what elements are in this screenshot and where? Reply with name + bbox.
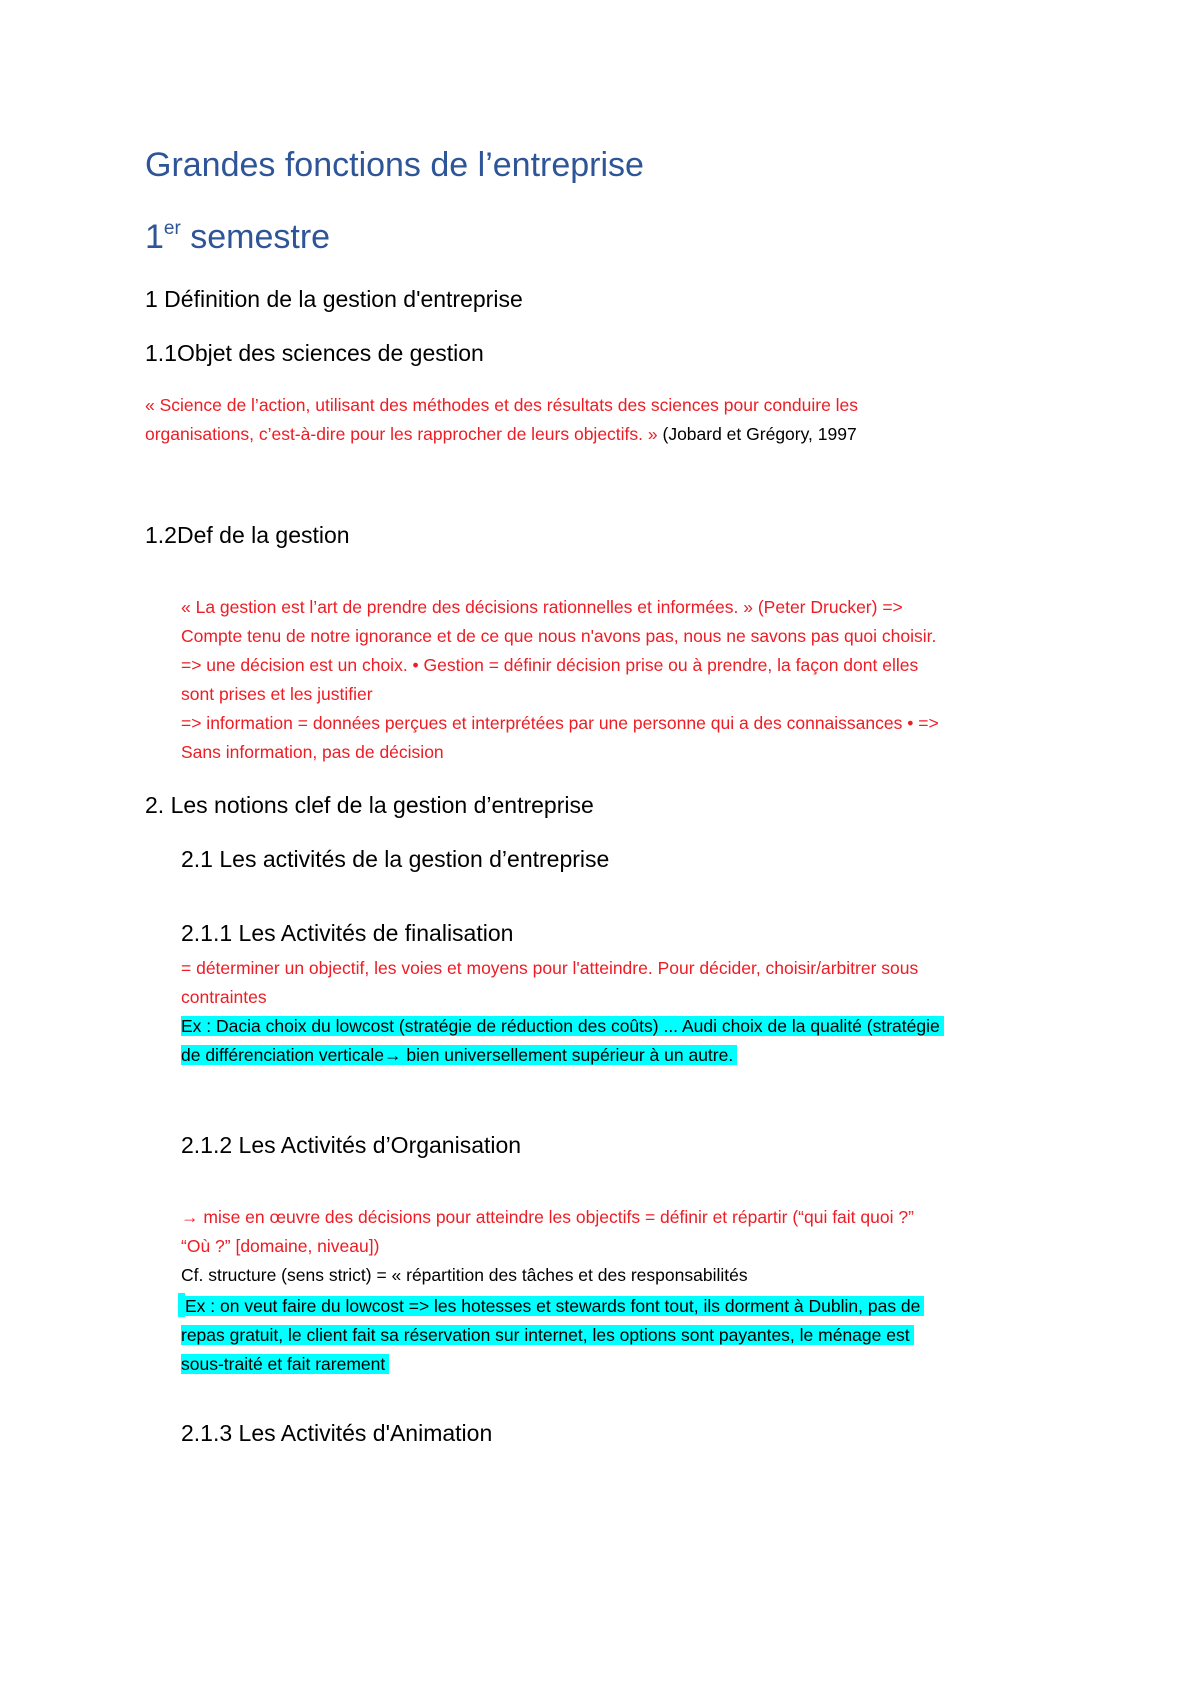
section-1-heading: 1 Définition de la gestion d'entreprise xyxy=(145,286,523,312)
finalisation-example-line: Ex : Dacia choix du lowcost (stratégie de réduction des coûts) ... Audi choix de la qualité (stratégie xyxy=(181,1016,944,1036)
semester-label: semestre xyxy=(180,218,331,256)
gestion-definition xyxy=(181,593,939,767)
organisation-line: → mise en œuvre des décisions pour atteindre les objectifs = définir et répartir (“qui fait quoi ?” xyxy=(181,1207,914,1227)
section-2-1-2-heading: 2.1.2 Les Activités d’Organisation xyxy=(181,1132,522,1158)
organisation-example xyxy=(178,1292,924,1379)
organisation-example-line: Ex : on veut faire du lowcost => les hotesses et stewards font tout, ils dorment à Dublin, pas de xyxy=(185,1296,924,1316)
gestion-line: Sans information, pas de décision xyxy=(181,742,444,762)
quote-line-2 xyxy=(145,420,858,449)
quote-citation: (Jobard et Grégory, 1997 xyxy=(657,424,857,444)
finalisation-text xyxy=(181,954,918,1012)
organisation-example-line: sous-traité et fait rarement xyxy=(181,1354,389,1374)
section-1-1-heading: 1.1Objet des sciences de gestion xyxy=(145,340,484,366)
organisation-line: “Où ?” [domaine, niveau]) xyxy=(181,1236,380,1256)
semester-superscript: er xyxy=(163,218,181,239)
finalisation-line: contraintes xyxy=(181,987,267,1007)
gestion-line: « La gestion est l’art de prendre des décisions rationnelles et informées. » (Peter Drucker) => xyxy=(181,597,903,617)
gestion-line: Compte tenu de notre ignorance et de ce que nous n'avons pas, nous ne savons pas quoi choisir. xyxy=(181,626,937,646)
semester-number: 1 xyxy=(145,218,164,256)
organisation-text xyxy=(181,1203,914,1261)
section-2-1-3-heading: 2.1.3 Les Activités d'Animation xyxy=(181,1420,493,1446)
science-quote xyxy=(145,391,858,449)
quote-line-1: « Science de l’action, utilisant des méthodes et des résultats des sciences pour conduire les xyxy=(145,395,859,415)
section-2-1-1-heading: 2.1.1 Les Activités de finalisation xyxy=(181,920,514,946)
section-1-2-heading: 1.2Def de la gestion xyxy=(145,522,350,548)
gestion-line: sont prises et les justifier xyxy=(181,684,373,704)
highlight-marker xyxy=(178,1293,185,1317)
gestion-line: => une décision est un choix. • Gestion = définir décision prise ou à prendre, la façon dont elles xyxy=(181,655,919,675)
organisation-example-line: repas gratuit, le client fait sa réservation sur internet, les options sont payantes, le ménage est xyxy=(181,1325,914,1345)
finalisation-line: = déterminer un objectif, les voies et moyens pour l'atteindre. Pour décider, choisir/arbitrer sous xyxy=(181,958,919,978)
quote-line-2-text: organisations, c’est-à-dire pour les rapprocher de leurs objectifs. » xyxy=(145,424,658,444)
organisation-cf-line: Cf. structure (sens strict) = « répartition des tâches et des responsabilités xyxy=(181,1265,748,1285)
section-2-1-heading: 2.1 Les activités de la gestion d’entreprise xyxy=(181,846,610,872)
finalisation-example-line: de différenciation verticale→ bien universellement supérieur à un autre. xyxy=(181,1045,737,1065)
gestion-line: => information = données perçues et interprétées par une personne qui a des connaissances • => xyxy=(181,713,939,733)
semester-heading xyxy=(145,218,330,257)
finalisation-example xyxy=(181,1012,944,1070)
section-2-heading: 2. Les notions clef de la gestion d’entreprise xyxy=(145,792,594,818)
document-title: Grandes fonctions de l’entreprise xyxy=(145,146,644,184)
